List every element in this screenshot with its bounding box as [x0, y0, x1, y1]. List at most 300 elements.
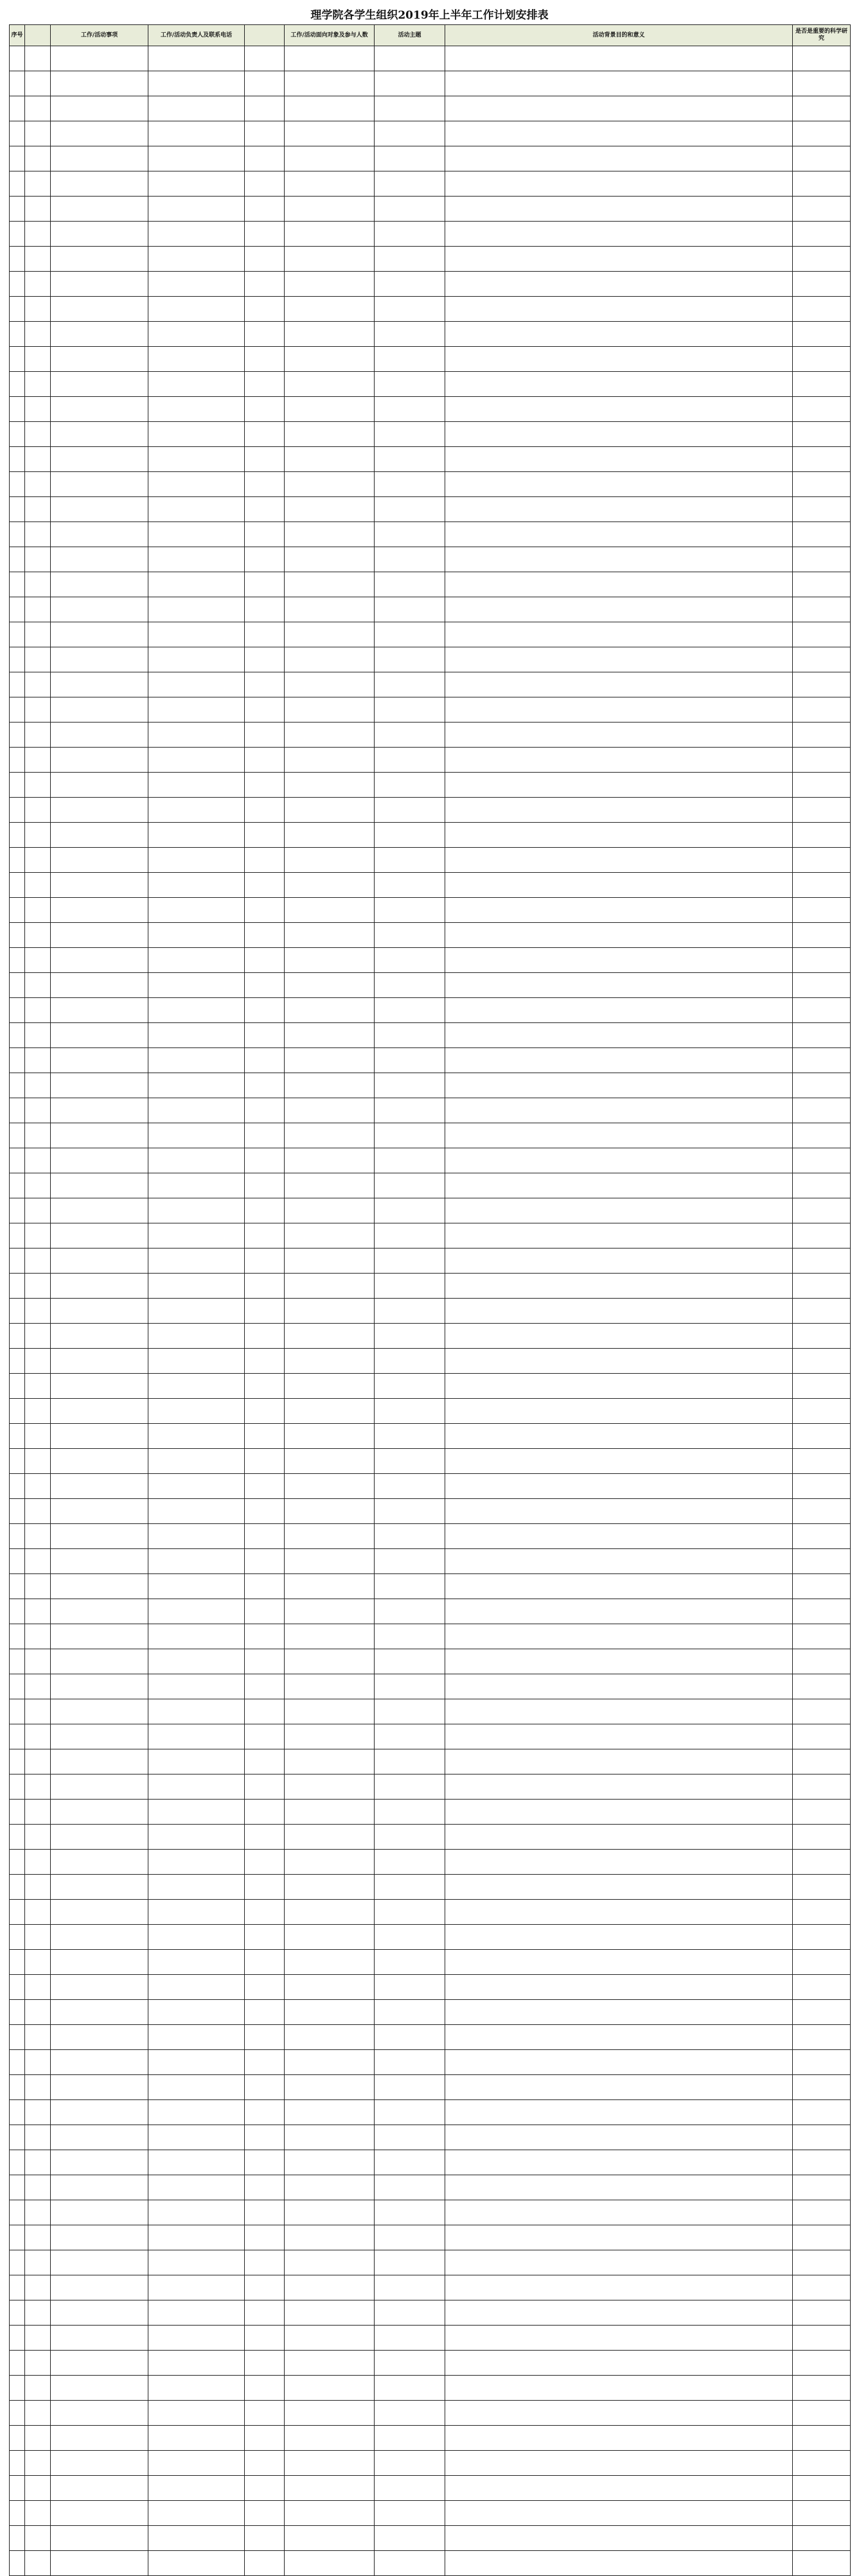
table-row [10, 497, 851, 522]
table-cell [445, 272, 793, 297]
table-cell [375, 2275, 445, 2300]
table-cell [445, 1098, 793, 1123]
table-row [10, 96, 851, 121]
table-cell [793, 2351, 851, 2376]
table-cell [793, 2050, 851, 2075]
table-row [10, 2476, 851, 2501]
table-cell [285, 898, 375, 923]
table-cell [25, 597, 51, 622]
table-cell [375, 1399, 445, 1424]
table-row [10, 2100, 851, 2125]
table-cell [245, 2401, 285, 2426]
table-cell [25, 1800, 51, 1825]
table-cell [25, 397, 51, 422]
table-cell [148, 1499, 245, 1524]
table-cell [375, 1349, 445, 1374]
table-cell [148, 447, 245, 472]
table-cell [445, 998, 793, 1023]
table-cell [285, 197, 375, 222]
table-cell [51, 1900, 148, 1925]
table-cell [51, 1424, 148, 1449]
table-cell [10, 998, 25, 1023]
table-cell [793, 1449, 851, 1474]
table-cell [445, 723, 793, 748]
table-cell [375, 973, 445, 998]
table-cell [245, 1274, 285, 1299]
table-cell [25, 1349, 51, 1374]
table-cell [25, 647, 51, 672]
table-cell [793, 96, 851, 121]
table-cell [375, 1674, 445, 1699]
table-row [10, 848, 851, 873]
table-cell [245, 622, 285, 647]
table-cell [245, 522, 285, 547]
table-cell [445, 2275, 793, 2300]
table-cell [10, 1073, 25, 1098]
table-cell [375, 2326, 445, 2351]
table-cell [285, 2501, 375, 2526]
table-cell [51, 497, 148, 522]
table-cell [25, 2401, 51, 2426]
table-cell [148, 322, 245, 347]
table-cell [148, 2000, 245, 2025]
table-cell [10, 2175, 25, 2200]
table-cell [285, 96, 375, 121]
table-cell [793, 2476, 851, 2501]
table-cell [445, 1299, 793, 1324]
table-cell [245, 1825, 285, 1850]
table-cell [51, 1699, 148, 1724]
table-row [10, 2401, 851, 2426]
table-cell [51, 171, 148, 197]
table-cell [10, 1699, 25, 1724]
table-cell [375, 723, 445, 748]
table-cell [245, 96, 285, 121]
table-row [10, 2376, 851, 2401]
table-cell [148, 572, 245, 597]
table-cell [148, 1474, 245, 1499]
table-row [10, 1800, 851, 1825]
table-cell [25, 1499, 51, 1524]
table-cell [793, 1148, 851, 1173]
table-cell [51, 1800, 148, 1825]
table-cell [793, 2125, 851, 2150]
table-cell [245, 2326, 285, 2351]
table-cell [245, 1424, 285, 1449]
table-cell [10, 948, 25, 973]
table-row [10, 1524, 851, 1549]
table-cell [793, 672, 851, 697]
table-cell [245, 1324, 285, 1349]
table-cell [10, 1223, 25, 1249]
table-cell [10, 2426, 25, 2451]
table-cell [375, 998, 445, 1023]
document-title: 理学院各学生组织2019年上半年工作计划安排表 [310, 9, 549, 22]
table-cell [148, 898, 245, 923]
table-row [10, 1449, 851, 1474]
table-cell [375, 2401, 445, 2426]
table-row [10, 2225, 851, 2250]
table-cell [25, 1374, 51, 1399]
table-cell [25, 672, 51, 697]
table-cell [285, 1774, 375, 1800]
table-cell [285, 2451, 375, 2476]
table-cell [375, 2025, 445, 2050]
table-row [10, 1198, 851, 1223]
table-cell [245, 472, 285, 497]
table-cell [375, 2551, 445, 2576]
table-cell [375, 1900, 445, 1925]
table-cell [25, 422, 51, 447]
table-row [10, 823, 851, 848]
table-cell [51, 798, 148, 823]
table-cell [51, 2300, 148, 2326]
table-cell [51, 2100, 148, 2125]
table-cell [793, 1123, 851, 1148]
table-cell [25, 1249, 51, 1274]
table-cell [375, 46, 445, 71]
table-row [10, 1023, 851, 1048]
table-cell [375, 1249, 445, 1274]
table-cell [245, 1749, 285, 1774]
table-cell [793, 247, 851, 272]
table-cell [245, 2225, 285, 2250]
table-cell [25, 848, 51, 873]
table-cell [375, 572, 445, 597]
table-cell [51, 1123, 148, 1148]
table-cell [375, 1975, 445, 2000]
table-cell [375, 1850, 445, 1875]
table-cell [148, 848, 245, 873]
table-cell [375, 923, 445, 948]
table-cell [445, 748, 793, 773]
table-cell [51, 2451, 148, 2476]
table-cell [148, 923, 245, 948]
table-cell [10, 397, 25, 422]
table-cell [25, 347, 51, 372]
table-cell [245, 2250, 285, 2275]
table-row [10, 1499, 851, 1524]
table-cell [793, 1549, 851, 1574]
table-cell [445, 2250, 793, 2275]
table-cell [445, 973, 793, 998]
table-cell [148, 522, 245, 547]
table-cell [25, 121, 51, 146]
table-cell [245, 1073, 285, 1098]
table-cell [25, 1098, 51, 1123]
table-cell [148, 697, 245, 723]
table-cell [148, 1098, 245, 1123]
table-cell [245, 397, 285, 422]
table-cell [445, 2451, 793, 2476]
table-cell [793, 2501, 851, 2526]
table-cell [25, 898, 51, 923]
table-cell [51, 121, 148, 146]
table-cell [445, 1774, 793, 1800]
table-cell [25, 1173, 51, 1198]
table-cell [793, 622, 851, 647]
table-cell [51, 1574, 148, 1599]
table-cell [445, 222, 793, 247]
table-cell [793, 171, 851, 197]
table-cell [445, 1975, 793, 2000]
table-cell [375, 1374, 445, 1399]
table-cell [51, 1098, 148, 1123]
table-cell [445, 948, 793, 973]
table-cell [245, 71, 285, 96]
table-cell [375, 2200, 445, 2225]
table-cell [793, 2551, 851, 2576]
table-cell [793, 948, 851, 973]
table-cell [285, 1900, 375, 1925]
table-cell [51, 1048, 148, 1073]
table-cell [148, 2401, 245, 2426]
table-cell [375, 2250, 445, 2275]
table-cell [10, 898, 25, 923]
table-cell [375, 497, 445, 522]
table-cell [245, 1399, 285, 1424]
table-cell [10, 1249, 25, 1274]
table-cell [25, 71, 51, 96]
table-cell [445, 1649, 793, 1674]
table-cell [375, 547, 445, 572]
table-cell [25, 773, 51, 798]
table-cell [285, 672, 375, 697]
table-cell [25, 998, 51, 1023]
table-cell [445, 1549, 793, 1574]
table-cell [10, 1374, 25, 1399]
table-cell [793, 2075, 851, 2100]
table-cell [148, 1073, 245, 1098]
table-cell [285, 372, 375, 397]
table-cell [375, 1223, 445, 1249]
table-cell [285, 1223, 375, 1249]
table-cell [793, 1599, 851, 1624]
table-cell [285, 697, 375, 723]
table-cell [245, 597, 285, 622]
table-cell [245, 1299, 285, 1324]
table-cell [375, 2351, 445, 2376]
table-cell [25, 96, 51, 121]
table-cell [51, 1624, 148, 1649]
table-cell [25, 447, 51, 472]
table-cell [245, 823, 285, 848]
table-cell [148, 748, 245, 773]
table-cell [285, 1274, 375, 1299]
table-cell [148, 222, 245, 247]
table-row [10, 1749, 851, 1774]
table-cell [10, 96, 25, 121]
table-cell [10, 1724, 25, 1749]
table-cell [285, 1749, 375, 1774]
table-cell [148, 622, 245, 647]
table-cell [285, 823, 375, 848]
table-row [10, 1299, 851, 1324]
table-cell [51, 522, 148, 547]
table-cell [285, 1574, 375, 1599]
table-cell [10, 347, 25, 372]
table-cell [375, 1950, 445, 1975]
table-cell [51, 46, 148, 71]
table-cell [148, 2526, 245, 2551]
table-row [10, 1424, 851, 1449]
table-cell [51, 1925, 148, 1950]
table-cell [51, 2150, 148, 2175]
table-cell [148, 2200, 245, 2225]
table-cell [375, 1524, 445, 1549]
table-cell [285, 547, 375, 572]
table-cell [793, 1774, 851, 1800]
table-cell [285, 1073, 375, 1098]
table-cell [445, 1574, 793, 1599]
table-row [10, 1674, 851, 1699]
table-cell [285, 1198, 375, 1223]
table-cell [285, 1674, 375, 1699]
table-cell [25, 798, 51, 823]
table-cell [445, 71, 793, 96]
table-cell [375, 823, 445, 848]
table-cell [51, 1148, 148, 1173]
table-cell [285, 748, 375, 773]
table-cell [445, 1524, 793, 1549]
table-cell [793, 2225, 851, 2250]
table-cell [375, 2300, 445, 2326]
table-cell [375, 1073, 445, 1098]
table-cell [285, 1850, 375, 1875]
table-cell [445, 597, 793, 622]
table-cell [10, 1549, 25, 1574]
table-cell [285, 1374, 375, 1399]
table-cell [148, 998, 245, 1023]
table-row [10, 1950, 851, 1975]
table-cell [10, 597, 25, 622]
table-cell [148, 1674, 245, 1699]
table-cell [245, 222, 285, 247]
table-cell [445, 1624, 793, 1649]
table-cell [25, 497, 51, 522]
table-cell [375, 2050, 445, 2075]
table-cell [445, 1073, 793, 1098]
table-cell [285, 1449, 375, 1474]
table-row [10, 422, 851, 447]
table-cell [148, 2476, 245, 2501]
table-cell [51, 222, 148, 247]
table-cell [10, 1399, 25, 1424]
table-cell [445, 873, 793, 898]
table-row [10, 1223, 851, 1249]
table-cell [10, 322, 25, 347]
table-cell [51, 547, 148, 572]
table-cell [10, 1950, 25, 1975]
table-cell [445, 2000, 793, 2025]
table-cell [793, 748, 851, 773]
table-cell [793, 1399, 851, 1424]
table-cell [285, 998, 375, 1023]
table-cell [148, 171, 245, 197]
table-cell [148, 46, 245, 71]
table-cell [25, 1299, 51, 1324]
table-cell [445, 347, 793, 372]
table-cell [793, 1825, 851, 1850]
header-item: 工作/活动事项 [51, 25, 148, 46]
table-cell [285, 1549, 375, 1574]
table-cell [25, 1198, 51, 1223]
table-cell [51, 1274, 148, 1299]
table-cell [10, 1299, 25, 1324]
table-cell [793, 1048, 851, 1073]
table-cell [793, 1274, 851, 1299]
table-cell [148, 2225, 245, 2250]
table-cell [10, 2300, 25, 2326]
table-cell [51, 2426, 148, 2451]
table-cell [245, 422, 285, 447]
table-cell [10, 2376, 25, 2401]
table-cell [793, 71, 851, 96]
table-cell [51, 1524, 148, 1549]
table-row [10, 1925, 851, 1950]
table-cell [375, 1749, 445, 1774]
table-cell [148, 1223, 245, 1249]
table-cell [285, 2175, 375, 2200]
table-cell [445, 1274, 793, 1299]
table-cell [148, 1524, 245, 1549]
table-cell [51, 2551, 148, 2576]
table-cell [375, 1549, 445, 1574]
table-cell [285, 497, 375, 522]
table-cell [25, 2476, 51, 2501]
table-cell [445, 1474, 793, 1499]
header-place: 活动主题 [375, 25, 445, 46]
table-cell [285, 1098, 375, 1123]
table-cell [285, 347, 375, 372]
table-cell [148, 2025, 245, 2050]
table-cell [148, 2451, 245, 2476]
table-cell [285, 1925, 375, 1950]
table-cell [285, 1825, 375, 1850]
table-cell [375, 171, 445, 197]
table-cell [375, 1474, 445, 1499]
table-cell [148, 1148, 245, 1173]
table-cell [10, 1975, 25, 2000]
table-cell [245, 1925, 285, 1950]
table-cell [25, 1073, 51, 1098]
table-cell [285, 798, 375, 823]
table-cell [445, 1875, 793, 1900]
table-cell [285, 973, 375, 998]
table-cell [148, 1299, 245, 1324]
table-cell [375, 2150, 445, 2175]
table-cell [10, 472, 25, 497]
table-cell [445, 2150, 793, 2175]
table-cell [793, 397, 851, 422]
table-cell [445, 1674, 793, 1699]
table-cell [445, 1374, 793, 1399]
table-cell [25, 2451, 51, 2476]
table-cell [10, 1123, 25, 1148]
table-cell [245, 2275, 285, 2300]
table-row [10, 873, 851, 898]
table-cell [285, 622, 375, 647]
table-cell [285, 948, 375, 973]
table-cell [148, 1699, 245, 1724]
table-cell [445, 1599, 793, 1624]
table-row [10, 798, 851, 823]
table-cell [793, 1374, 851, 1399]
table-cell [793, 1749, 851, 1774]
table-cell [245, 1148, 285, 1173]
table-cell [51, 2501, 148, 2526]
table-cell [245, 1123, 285, 1148]
